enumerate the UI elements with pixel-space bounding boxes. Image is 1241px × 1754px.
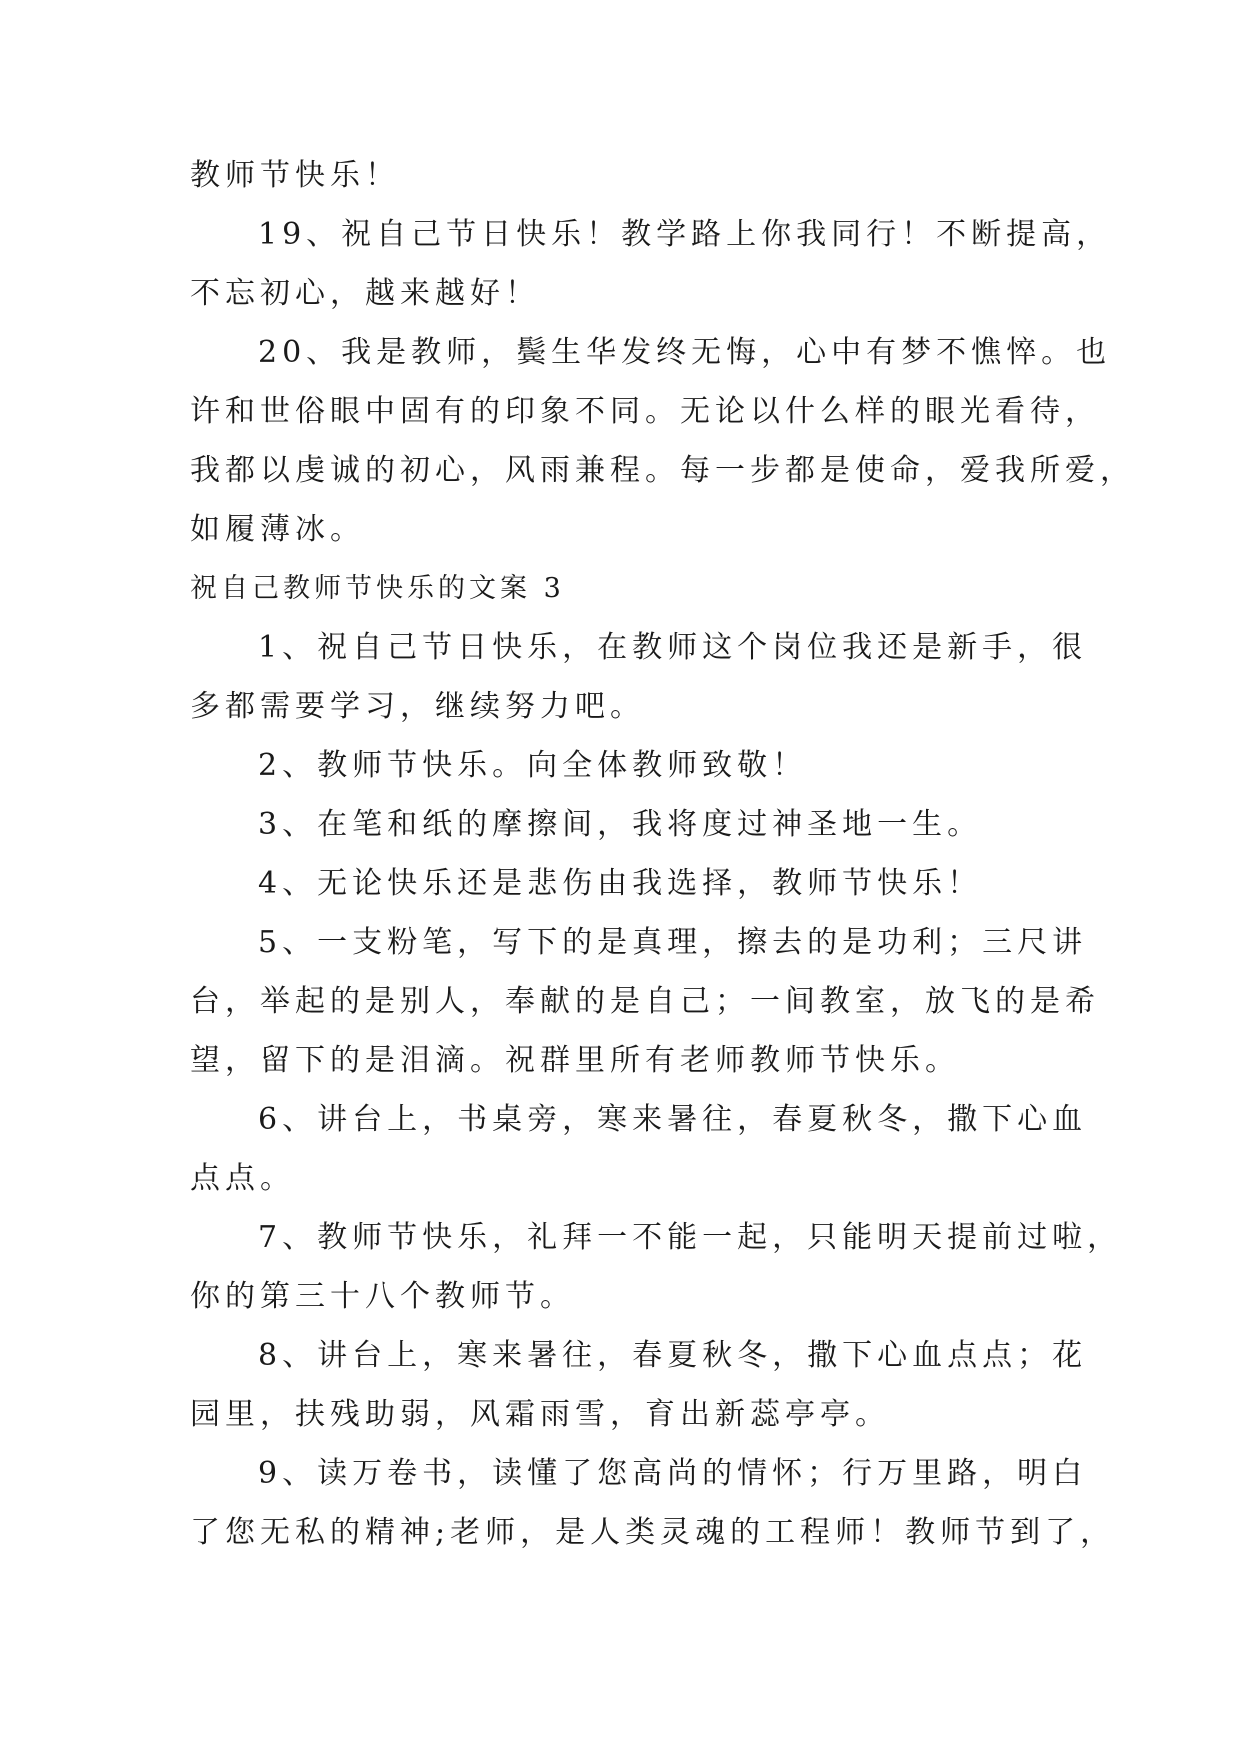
text-line: 多都需要学习，继续努力吧。 (190, 689, 645, 724)
text-line: 教师节快乐！ (190, 158, 400, 193)
text-line: 8、讲台上，寒来暑往，春夏秋冬，撒下心血点点；花 (258, 1338, 1088, 1373)
text-line: 望，留下的是泪滴。祝群里所有老师教师节快乐。 (190, 1043, 960, 1078)
text-line: 1、祝自己节日快乐，在教师这个岗位我还是新手，很 (258, 630, 1088, 665)
text-line: 2、教师节快乐。向全体教师致敬！ (258, 748, 808, 783)
text-line: 9、读万卷书，读懂了您高尚的情怀；行万里路，明白 (258, 1456, 1088, 1491)
section-heading: 祝自己教师节快乐的文案 3 (190, 573, 565, 604)
text-line: 5、一支粉笔，写下的是真理，擦去的是功利；三尺讲 (258, 925, 1088, 960)
text-line: 你的第三十八个教师节。 (190, 1279, 575, 1314)
document-body (190, 158, 1135, 1551)
text-line: 点点。 (190, 1161, 295, 1196)
text-line: 3、在笔和纸的摩擦间，我将度过神圣地一生。 (258, 807, 983, 842)
text-line: 20、我是教师，鬓生华发终无悔，心中有梦不憔悴。也 (258, 335, 1112, 370)
text-line: 19、祝自己节日快乐！教学路上你我同行！不断提高， (258, 217, 1112, 252)
text-line: 不忘初心，越来越好！ (190, 276, 540, 311)
text-line: 4、无论快乐还是悲伤由我选择，教师节快乐！ (258, 866, 983, 901)
text-line: 如履薄冰。 (190, 512, 365, 547)
text-line: 了您无私的精神;老师，是人类灵魂的工程师！教师节到了， (190, 1515, 1116, 1550)
text-line: 台，举起的是别人，奉献的是自己；一间教室，放飞的是希 (190, 984, 1100, 1019)
text-line: 园里，扶残助弱，风霜雨雪，育出新蕊亭亭。 (190, 1397, 890, 1432)
text-line: 许和世俗眼中固有的印象不同。无论以什么样的眼光看待， (190, 394, 1100, 429)
text-line: 6、讲台上，书桌旁，寒来暑往，春夏秋冬，撒下心血 (258, 1102, 1088, 1137)
text-line: 7、教师节快乐，礼拜一不能一起，只能明天提前过啦， (258, 1220, 1123, 1255)
text-line: 我都以虔诚的初心，风雨兼程。每一步都是使命，爱我所爱， (190, 453, 1135, 488)
